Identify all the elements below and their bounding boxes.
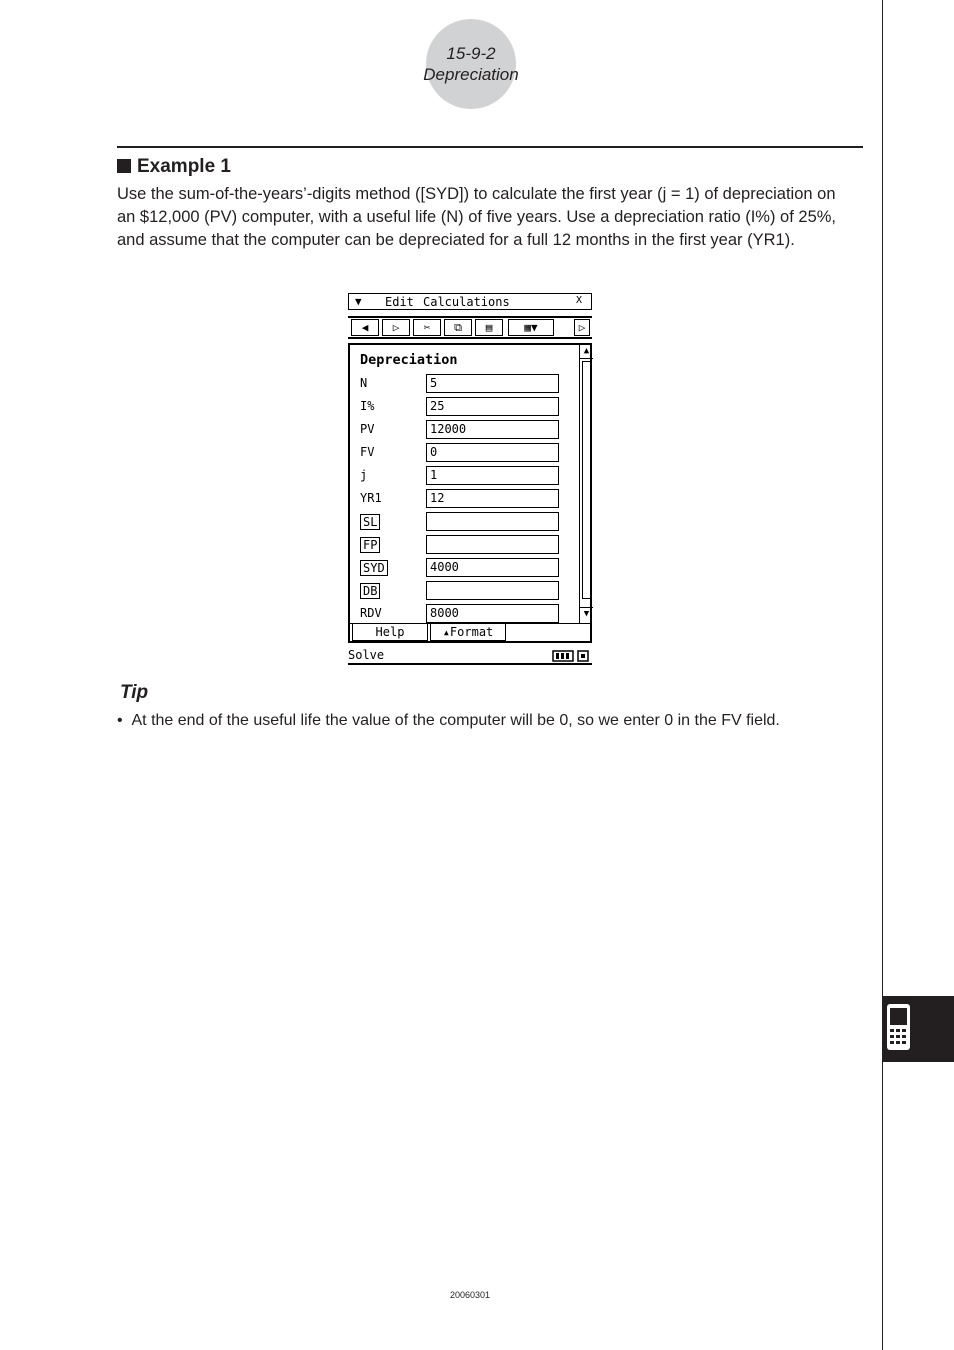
status-bar <box>348 647 592 665</box>
field-label: FV <box>360 445 375 459</box>
keyboard-dropdown-icon[interactable]: ▦▼ <box>508 319 554 336</box>
status-text: Solve <box>348 648 385 662</box>
example-heading: Example 1 <box>117 156 231 178</box>
field-label[interactable]: FP <box>360 537 380 553</box>
scroll-thumb[interactable] <box>582 361 592 599</box>
paste-icon[interactable]: ▤ <box>475 319 503 336</box>
field-label: YR1 <box>360 491 382 505</box>
battery-icon <box>552 650 590 662</box>
page-number-badge <box>426 19 516 109</box>
field-label: PV <box>360 422 375 436</box>
calculator-screen <box>347 292 593 667</box>
square-bullet-icon <box>117 159 131 173</box>
toolbar <box>348 316 592 339</box>
scrollbar[interactable] <box>579 345 593 623</box>
menu-edit[interactable]: Edit <box>385 295 414 309</box>
section-rule <box>117 146 863 148</box>
play-icon[interactable]: ▷ <box>382 319 410 336</box>
field-label: N <box>360 376 368 390</box>
section-title: Depreciation <box>423 65 519 84</box>
soft-key-tabs <box>348 623 592 643</box>
tab-help[interactable]: Help <box>352 624 428 641</box>
margin-rule <box>882 0 883 1350</box>
cut-icon[interactable]: ✂ <box>413 319 441 336</box>
field-input[interactable]: 1 <box>426 466 559 485</box>
tip-bullet: • At the end of the useful life the value of the computer will be 0, so we enter 0 in the FV field. <box>117 712 780 729</box>
field-label: RDV <box>360 606 382 620</box>
depreciation-form <box>348 343 592 623</box>
tab-format[interactable]: ▴Format <box>430 624 506 641</box>
bullet-icon: • <box>117 712 132 729</box>
field-input[interactable]: 12 <box>426 489 559 508</box>
field-input[interactable] <box>426 512 559 531</box>
footer-code: 20060301 <box>449 1290 491 1300</box>
chapter-tab <box>883 996 954 1062</box>
field-input[interactable] <box>426 535 559 554</box>
toolbar-next-icon[interactable]: ▷ <box>574 319 590 336</box>
field-input[interactable]: 5 <box>426 374 559 393</box>
field-label: I% <box>360 399 375 413</box>
tip-heading: Tip <box>120 682 149 703</box>
field-label[interactable]: DB <box>360 583 380 599</box>
back-icon[interactable]: ◀ <box>351 319 379 336</box>
field-input[interactable]: 25 <box>426 397 559 416</box>
field-input[interactable] <box>426 581 559 600</box>
calculator-icon <box>883 996 954 1062</box>
scroll-down-icon[interactable]: ▼ <box>580 607 593 621</box>
field-input[interactable]: 12000 <box>426 420 559 439</box>
scroll-up-icon[interactable]: ▲ <box>580 345 593 359</box>
menu-calculations[interactable]: Calculations <box>423 295 510 309</box>
field-label[interactable]: SYD <box>360 560 388 576</box>
form-title: Depreciation <box>360 352 458 368</box>
copy-icon[interactable]: ⧉ <box>444 319 472 336</box>
close-icon[interactable]: X <box>576 295 583 306</box>
menu-arrow-icon[interactable]: ▼ <box>355 295 362 308</box>
field-input[interactable]: 8000 <box>426 604 559 623</box>
example-description: Use the sum-of-the-years’-digits method ([SYD]) to calculate the first year (j = 1) of depreciation on an $12,000 (PV) computer, with a useful life (N) of five years. Use a depreciation ratio (I%) of 25%, and assume that the computer can be depreciated for a full 12 months in the first year (YR1). <box>117 185 837 249</box>
menu-bar <box>348 293 592 310</box>
field-label: j <box>360 468 368 482</box>
field-input[interactable]: 0 <box>426 443 559 462</box>
page-number: 15-9-2 <box>446 44 496 63</box>
field-input[interactable]: 4000 <box>426 558 559 577</box>
field-label[interactable]: SL <box>360 514 380 530</box>
